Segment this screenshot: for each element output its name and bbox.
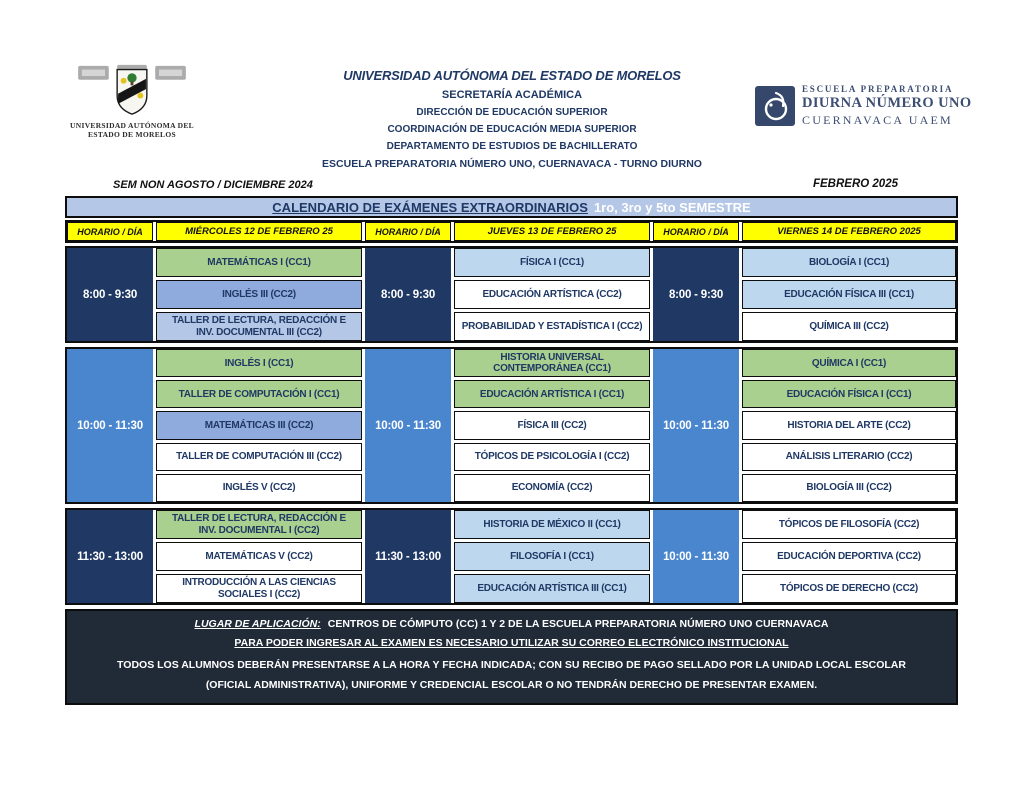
prepa-diurna-emblem-icon — [755, 86, 795, 126]
exam-cell: ECONOMÍA (CC2) — [454, 474, 650, 502]
letterhead-line: COORDINACIÓN DE EDUCACIÓN MEDIA SUPERIOR — [387, 124, 637, 135]
time-cell: 8:00 - 9:30 — [67, 248, 153, 341]
month-label: FEBRERO 2025 — [812, 178, 898, 190]
column-header-jueves: JUEVES 13 DE FEBRERO 25 — [454, 222, 650, 241]
exam-cell: TÓPICOS DE FILOSOFÍA (CC2) — [742, 510, 956, 539]
exam-cell: HISTORIA UNIVERSAL CONTEMPORÁNEA (CC1) — [454, 349, 650, 377]
uaem-crest-logo — [68, 64, 196, 140]
time-block-800 — [65, 246, 958, 343]
exam-cell: EDUCACIÓN ARTÍSTICA (CC2) — [454, 280, 650, 309]
exam-calendar-table — [65, 196, 958, 705]
exam-cell: EDUCACIÓN FÍSICA I (CC1) — [742, 380, 956, 408]
time-cell: 11:30 - 13:00 — [365, 510, 451, 603]
thursday-column — [454, 248, 650, 341]
exam-cell: INGLÉS I (CC1) — [156, 349, 362, 377]
friday-column — [742, 349, 956, 502]
left-logo-caption-line2: ESTADO DE MORELOS — [88, 130, 176, 140]
column-header-horario-1: HORARIO / DÍA — [67, 222, 153, 241]
exam-cell: TALLER DE LECTURA, REDACCIÓN E INV. DOCUMENTAL I (CC2) — [156, 510, 362, 539]
exam-cell: ANÁLISIS LITERARIO (CC2) — [742, 443, 956, 471]
exam-cell: MATEMÁTICAS I (CC1) — [156, 248, 362, 277]
friday-column — [742, 248, 956, 341]
exam-cell: FÍSICA I (CC1) — [454, 248, 650, 277]
wednesday-column — [156, 349, 362, 502]
university-name: UNIVERSIDAD AUTÓNOMA DEL ESTADO DE MORELOS — [343, 68, 681, 83]
right-logo-line2: DIURNA NÚMERO UNO — [802, 95, 972, 111]
prepa-diurna-logo — [755, 84, 972, 128]
calendar-title: CALENDARIO DE EXÁMENES EXTRAORDINARIOS — [272, 199, 588, 215]
footer-notes — [65, 609, 958, 705]
exam-cell: BIOLOGÍA III (CC2) — [742, 474, 956, 502]
time-block-1130 — [65, 508, 958, 605]
exam-cell: TALLER DE LECTURA, REDACCIÓN E INV. DOCUMENTAL III (CC2) — [156, 312, 362, 341]
wednesday-column — [156, 510, 362, 603]
right-logo-line1: ESCUELA PREPARATORIA — [802, 84, 954, 94]
school-name-line: ESCUELA PREPARATORIA NÚMERO UNO, CUERNAVACA - TURNO DIURNO — [322, 158, 702, 170]
semester-period-label: SEM NON AGOSTO / DICIEMBRE 2024 — [113, 179, 313, 191]
exam-cell: PROBABILIDAD Y ESTADÍSTICA I (CC2) — [454, 312, 650, 341]
right-logo-line3: CUERNAVACA UAEM — [802, 113, 953, 127]
exam-cell: TALLER DE COMPUTACIÓN III (CC2) — [156, 443, 362, 471]
column-header-miercoles: MIÉRCOLES 12 DE FEBRERO 25 — [156, 222, 362, 241]
exam-cell: FILOSOFÍA I (CC1) — [454, 542, 650, 571]
email-requirement-note: PARA PODER INGRESAR AL EXAMEN ES NECESARIO UTILIZAR SU CORREO ELECTRÓNICO INSTITUCIONAL — [234, 637, 789, 650]
exam-cell: TÓPICOS DE PSICOLOGÍA I (CC2) — [454, 443, 650, 471]
exam-cell: QUÍMICA I (CC1) — [742, 349, 956, 377]
exam-cell: INTRODUCCIÓN A LAS CIENCIAS SOCIALES I (CC2) — [156, 574, 362, 603]
friday-column — [742, 510, 956, 603]
exam-cell: EDUCACIÓN ARTÍSTICA I (CC1) — [454, 380, 650, 408]
application-location-text: CENTROS DE CÓMPUTO (CC) 1 Y 2 DE LA ESCUELA PREPARATORIA NÚMERO UNO CUERNAVACA — [327, 618, 829, 631]
column-header-row — [65, 220, 958, 243]
column-header-horario-3: HORARIO / DÍA — [653, 222, 739, 241]
exam-cell: HISTORIA DE MÉXICO II (CC1) — [454, 510, 650, 539]
time-cell: 8:00 - 9:30 — [653, 248, 739, 341]
time-cell: 8:00 - 9:30 — [365, 248, 451, 341]
application-location-note — [195, 618, 829, 630]
calendar-title-bar — [65, 196, 958, 218]
exam-cell: EDUCACIÓN FÍSICA III (CC1) — [742, 280, 956, 309]
exam-cell: MATEMÁTICAS V (CC2) — [156, 542, 362, 571]
exam-cell: TÓPICOS DE DERECHO (CC2) — [742, 574, 956, 603]
application-location-label: LUGAR DE APLICACIÓN: — [194, 618, 321, 631]
exam-cell: HISTORIA DEL ARTE (CC2) — [742, 411, 956, 439]
exam-cell: FÍSICA III (CC2) — [454, 411, 650, 439]
exam-cell: BIOLOGÍA I (CC1) — [742, 248, 956, 277]
column-header-viernes: VIERNES 14 DE FEBRERO 2025 — [742, 222, 956, 241]
exam-cell: QUÍMICA III (CC2) — [742, 312, 956, 341]
time-block-1000 — [65, 347, 958, 504]
time-cell: 11:30 - 13:00 — [67, 510, 153, 603]
left-logo-caption-line1: UNIVERSIDAD AUTÓNOMA DEL — [70, 121, 194, 130]
thursday-column — [454, 349, 650, 502]
time-cell: 10:00 - 11:30 — [653, 349, 739, 502]
column-header-horario-2: HORARIO / DÍA — [365, 222, 451, 241]
exam-cell: TALLER DE COMPUTACIÓN I (CC1) — [156, 380, 362, 408]
exam-cell: INGLÉS V (CC2) — [156, 474, 362, 502]
calendar-title-suffix: 1ro, 3ro y 5to SEMESTRE — [593, 199, 751, 215]
right-logo-text — [802, 84, 972, 128]
letterhead-line: DEPARTAMENTO DE ESTUDIOS DE BACHILLERATO — [386, 141, 638, 152]
uaem-crest-icon — [76, 64, 188, 116]
exam-cell: MATEMÁTICAS III (CC2) — [156, 411, 362, 439]
exam-cell: INGLÉS III (CC2) — [156, 280, 362, 309]
exam-cell: EDUCACIÓN ARTÍSTICA III (CC1) — [454, 574, 650, 603]
attendance-requirement-note: TODOS LOS ALUMNOS DEBERÁN PRESENTARSE A LA HORA Y FECHA INDICADA; CON SU RECIBO DE PAGO SELLADO POR LA UNIDAD LOCAL ESCOLAR (OFICIAL ADMINISTRATIVA), UNIFORME Y CREDENCIAL ESCOLAR O NO TENDRÁN DERECHO DE PRESENTAR EXAMEN. — [117, 659, 906, 691]
letterhead — [250, 68, 774, 170]
letterhead-line: SECRETARÍA ACADÉMICA — [441, 89, 583, 101]
time-cell: 10:00 - 11:30 — [365, 349, 451, 502]
exam-cell: EDUCACIÓN DEPORTIVA (CC2) — [742, 542, 956, 571]
thursday-column — [454, 510, 650, 603]
letterhead-line: DIRECCIÓN DE EDUCACIÓN SUPERIOR — [416, 107, 608, 118]
wednesday-column — [156, 248, 362, 341]
time-cell: 10:00 - 11:30 — [67, 349, 153, 502]
time-cell: 10:00 - 11:30 — [653, 510, 739, 603]
